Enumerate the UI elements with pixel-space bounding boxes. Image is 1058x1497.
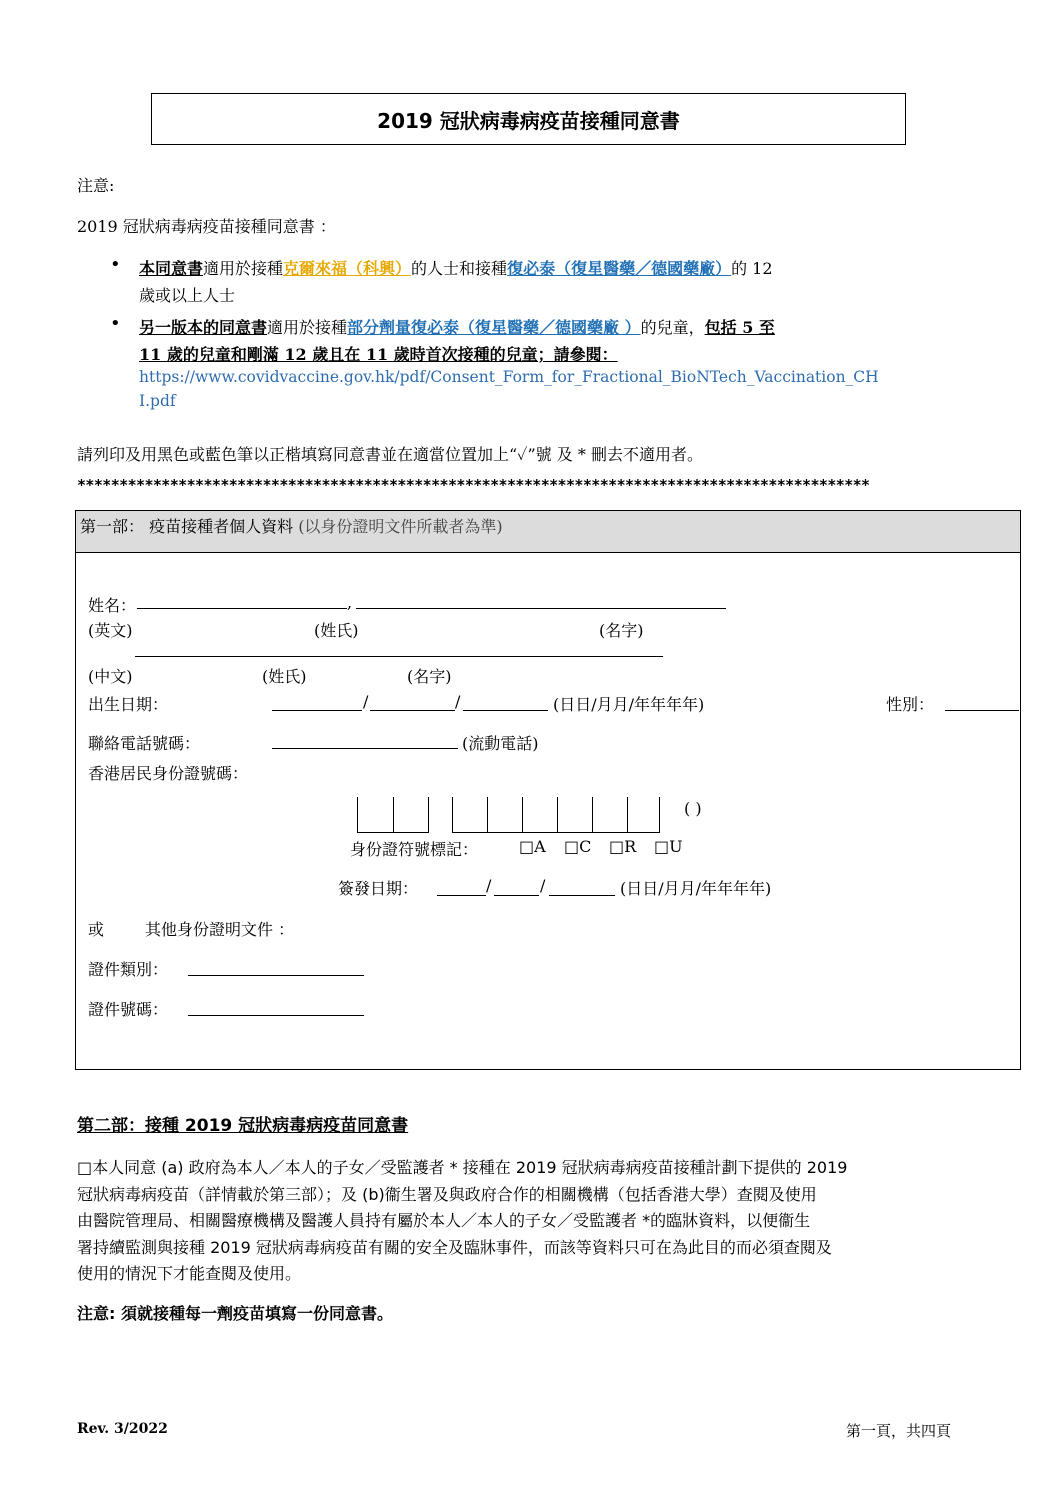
bullet-2-line2: 11 歲的兒童和剛滿 12 歲且在 11 歲時首次接種的兒童；請參閱： (139, 345, 618, 364)
section1-box (75, 510, 1021, 1070)
name-zh-field[interactable] (135, 656, 663, 657)
symbol-option-u[interactable]: □U (654, 837, 683, 856)
hkid-symbol-label: 身份證符號標記： (350, 840, 479, 859)
form-title (151, 93, 906, 145)
surname-zh-label: (姓氏) (262, 667, 307, 686)
revision-label: Rev. 3/2022 (77, 1421, 168, 1437)
dob-format: (日日/月月/年年年年) (553, 695, 705, 714)
zh-label: (中文) (88, 667, 133, 686)
hkid-digit-box-4[interactable] (557, 797, 592, 833)
consent-line-4: 署持續監測與接種 2019 冠狀病毒病疫苗有關的安全及臨牀事件，而該等資料只可在為此目的而必須查閱及 (77, 1238, 832, 1257)
doc-no-label: 證件號碼： (88, 1000, 169, 1019)
note-label: 注意: (77, 176, 115, 195)
intro-text: 2019 冠狀病毒病疫苗接種同意書 ： (77, 217, 336, 236)
instruction-text: 請列印及用黑色或藍色筆以正楷填寫同意書並在適當位置加上“✓”號 及 * 刪去不適用者。 (77, 445, 703, 464)
dob-slash-1: / (363, 692, 369, 711)
doc-no-field[interactable] (188, 1015, 364, 1016)
or-label: 或 (88, 920, 105, 939)
hkid-label: 香港居民身份證號碼： (88, 764, 249, 783)
name-comma: , (347, 593, 353, 612)
bullet-1-marker: • (110, 254, 121, 275)
bullet2-applies: 適用於接種 (267, 318, 348, 337)
hkid-letter-box-1[interactable] (357, 797, 393, 833)
dob-year-field[interactable] (463, 710, 548, 711)
phone-label: 聯絡電話號碼： (88, 734, 201, 753)
consent-line-5: 使用的情況下才能查閱及使用。 (77, 1264, 302, 1283)
doc-type-label: 證件類別： (88, 960, 169, 979)
issue-slash-1: / (486, 876, 492, 895)
consent-url-line2[interactable]: I.pdf (139, 392, 176, 410)
bullet-2-line1 (139, 315, 775, 338)
sex-label: 性別： (886, 695, 935, 714)
phone-note: (流動電話) (462, 734, 539, 753)
issue-date-label: 簽發日期： (338, 879, 419, 898)
bullet2-children: 的兒童， (640, 318, 705, 337)
form-title-text: 2019 冠狀病毒病疫苗接種同意書 (377, 108, 680, 133)
consent-line-3: 由醫院管理局、相關醫療機構及醫護人員持有屬於本人／本人的子女／受監護者 *的臨牀資料，以便衞生 (77, 1211, 811, 1230)
name-label: 姓名： (88, 596, 137, 615)
section1-heading-text: 第一部： 疫苗接種者個人資料 (80, 517, 294, 536)
bullet1-this-form: 本同意書 (139, 259, 204, 278)
section2-note: 注意: 須就接種每一劑疫苗填寫一份同意書。 (77, 1304, 393, 1323)
en-label: (英文) (88, 621, 133, 640)
symbol-option-a[interactable]: □A (519, 837, 546, 856)
hkid-digit-box-6[interactable] (627, 797, 660, 833)
bullet2-including: 包括 5 至 (704, 318, 775, 337)
dob-label: 出生日期： (88, 695, 169, 714)
surname-label: (姓氏) (314, 621, 359, 640)
consent-url-line1[interactable]: https://www.covidvaccine.gov.hk/pdf/Consent_Form_for_Fractional_BioNTech_Vaccination_CH (139, 368, 879, 386)
bullet-2-marker: • (110, 313, 121, 334)
consent-line-2: 冠狀病毒病疫苗（詳情載於第三部）；及 (b)衞生署及與政府合作的相關機構（包括香港大學）查閱及使用 (77, 1185, 817, 1204)
surname-en-field[interactable] (137, 608, 347, 609)
separator-stars: ********************************************************************************************** (77, 476, 870, 494)
given-name-label: (名字) (599, 621, 644, 640)
issue-month-field[interactable] (494, 895, 539, 896)
section1-heading-note: (以身份證明文件所載者為準) (298, 517, 503, 536)
hkid-digit-box-2[interactable] (487, 797, 522, 833)
hkid-digit-box-5[interactable] (592, 797, 627, 833)
hkid-digit-box-3[interactable] (522, 797, 557, 833)
given-name-en-field[interactable] (356, 608, 726, 609)
bullet1-applies: 適用於接種 (203, 259, 284, 278)
symbol-option-r[interactable]: □R (609, 837, 637, 856)
issue-day-field[interactable] (437, 895, 486, 896)
dob-month-field[interactable] (370, 710, 455, 711)
section1-heading (80, 514, 503, 537)
fractional-comirnaty-link[interactable]: 部分劑量復必泰（復星醫藥／德國藥廠 ） (347, 318, 641, 337)
hkid-letter-box-2[interactable] (393, 797, 429, 833)
bullet-1-line2: 歲或以上人士 (139, 286, 236, 305)
other-doc-label: 其他身份證明文件 ： (145, 920, 295, 939)
dob-day-field[interactable] (272, 710, 362, 711)
issue-slash-2: / (540, 876, 546, 895)
bullet2-other-version: 另一版本的同意書 (139, 318, 268, 337)
symbol-option-c[interactable]: □C (564, 837, 592, 856)
bullet1-and: 的人士和接種 (411, 259, 508, 278)
hkid-check-digit[interactable]: ( ) (684, 799, 702, 818)
given-name-zh-label: (名字) (407, 667, 452, 686)
section2-heading: 第二部：接種 2019 冠狀病毒病疫苗同意書 (77, 1116, 409, 1136)
page-number: 第一頁，共四頁 (846, 1422, 952, 1440)
bullet1-age: 的 12 (731, 259, 773, 278)
consent-line-1[interactable]: □本人同意 (a) 政府為本人／本人的子女／受監護者 * 接種在 2019 冠狀病毒病疫苗接種計劃下提供的 2019 (77, 1158, 848, 1177)
issue-year-field[interactable] (549, 895, 615, 896)
issue-date-format: (日日/月月/年年年年) (620, 879, 772, 898)
dob-slash-2: / (455, 692, 461, 711)
doc-type-field[interactable] (188, 975, 364, 976)
comirnaty-link[interactable]: 復必泰（復星醫藥／德國藥廠） (507, 259, 732, 278)
coronavac-link[interactable]: 克爾來福（科興） (283, 259, 412, 278)
phone-field[interactable] (272, 748, 458, 749)
hkid-digit-box-1[interactable] (452, 797, 487, 833)
bullet-1-line1 (139, 256, 773, 279)
sex-field[interactable] (945, 710, 1019, 711)
